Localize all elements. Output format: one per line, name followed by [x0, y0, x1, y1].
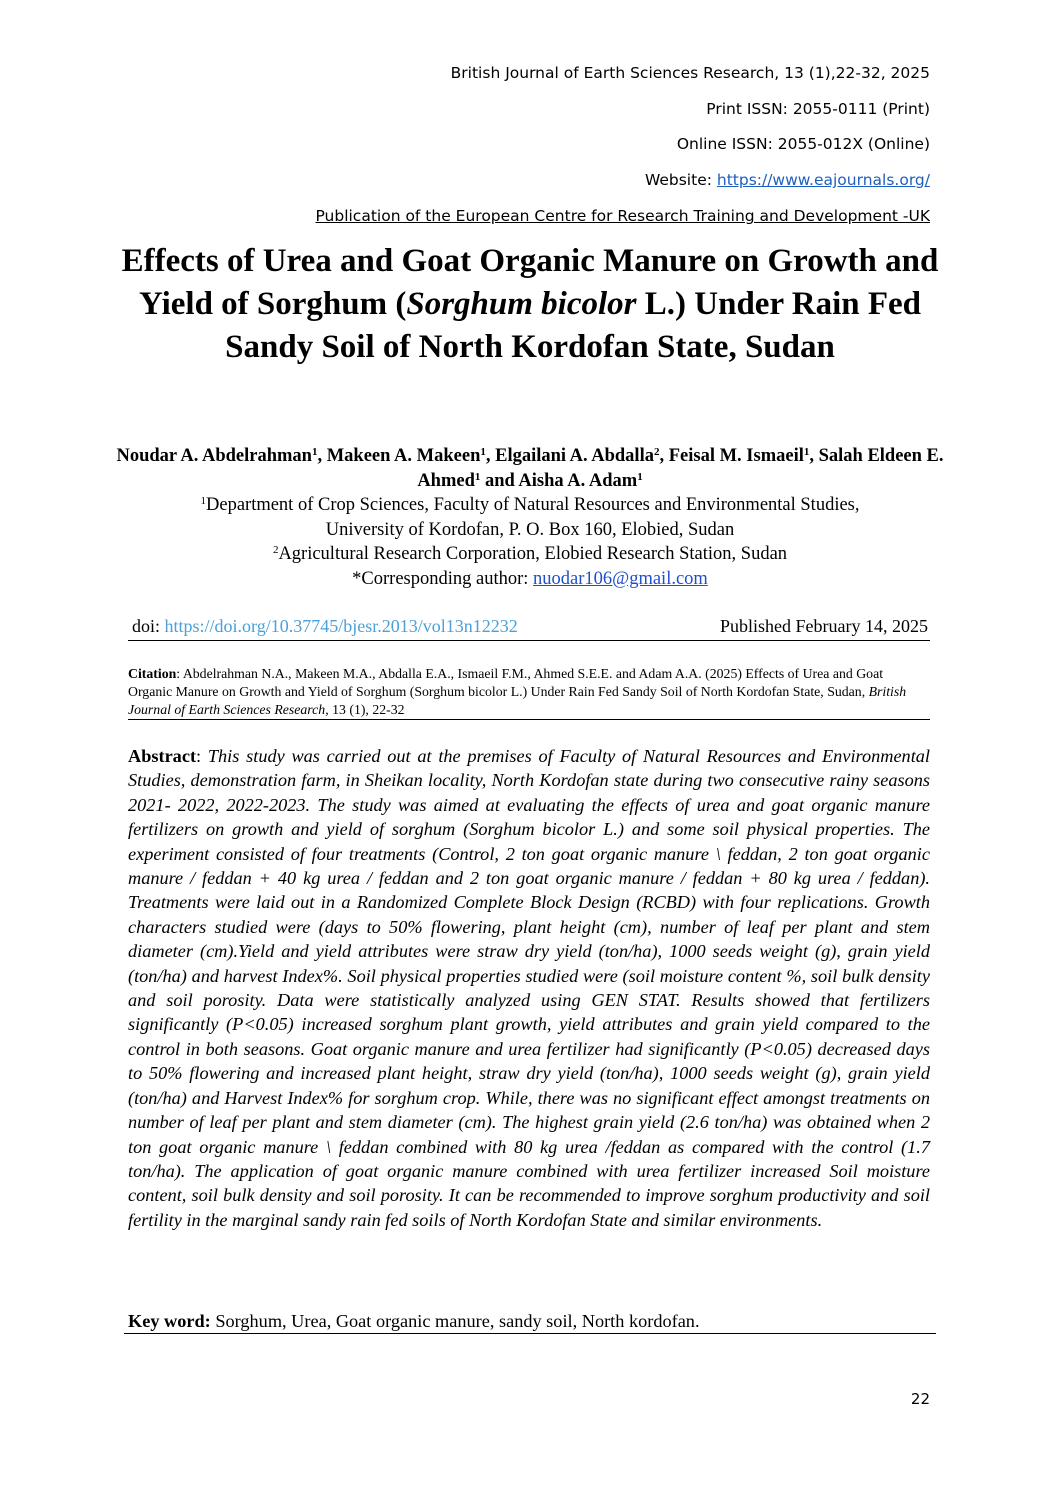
author-affil-sup: 1: [311, 446, 318, 458]
affiliation-2: $^2$Agricultural Research Corporation, Elobied Research Station, Sudan: [272, 544, 788, 564]
paper-title: [100, 240, 960, 369]
p-value: P<0.05: [232, 1014, 288, 1035]
title-part2: L.) Under Rain Fed Sandy Soil of North Kordofan State, Sudan: [225, 286, 922, 365]
author-list: [100, 444, 960, 494]
author-affil-sup: 1: [474, 471, 481, 483]
citation-journal: British Journal of Earth Sciences Research: [128, 684, 907, 717]
author-name: and Aisha A. Adam: [480, 471, 638, 491]
corresponding-email-link[interactable]: nuodar106@gmail.com: [533, 568, 708, 589]
page-number: 22: [910, 1390, 930, 1408]
journal-citation-line: British Journal of Earth Sciences Research, 13 (1),22-32, 2025: [450, 64, 930, 82]
abstract-label: Abstract: [128, 746, 197, 766]
citation-label: Citation: [128, 666, 177, 681]
citation-text: : Abdelrahman N.A., Makeen M.A., Abdalla E.A., Ismaeil F.M., Ahmed S.E.E. and Adam A.A. (2025) Effects of Urea and Goat Organic Manure on Growth and Yield of Sorghum (Sorghum bicolor L.) Under Rain Fed Sandy Soil of North Kordofan State, Sudan,: [128, 666, 884, 699]
doi-link[interactable]: https://doi.org/10.37745/bjesr.2013/vol13n12232: [164, 616, 518, 636]
doi-row: [128, 616, 930, 641]
doi-label: doi:: [132, 616, 165, 636]
title-part1: Effects of Urea and Goat Organic Manure on Growth and Yield of Sorghum (: [121, 243, 939, 322]
citation-block: [128, 665, 930, 720]
keywords-text: Sorghum, Urea, Goat organic manure, sandy soil, North kordofan.: [210, 1311, 700, 1331]
author-name: , Makeen A. Makeen: [317, 446, 481, 466]
citation-volume: , 13 (1), 22-32: [325, 702, 405, 717]
affiliation-1-line2: University of Kordofan, P. O. Box 160, Elobied, Sudan: [325, 519, 735, 540]
corresponding-author: [100, 567, 960, 592]
corresponding-label: *Corresponding author:: [352, 568, 534, 589]
website-label: Website:: [644, 171, 717, 189]
abstract: [128, 744, 930, 1232]
author-name: Noudar A. Abdelrahman: [116, 446, 312, 466]
author-affil-sup: 1: [803, 446, 810, 458]
print-issn: Print ISSN: 2055-0111 (Print): [706, 100, 930, 118]
p-value: P<0.05: [750, 1038, 806, 1059]
author-name: , Salah Eldeen E. Ahmed: [417, 446, 944, 491]
keywords: [124, 1309, 936, 1334]
keywords-label: Key word:: [128, 1311, 211, 1331]
abstract-body: This study was carried out at the premises of Faculty of Natural Resources and Environmental Studies, demonstration farm, in Sheikan locality, North Kordofan state during two consecutive rainy seasons 2021- 2022, 2022-2023. The study was aimed at evaluating the effects of urea and goat organic manure fertilizers on growth and yield of sorghum (Sorghum bicolor L.) and some soil physical properties. The experiment consisted of four treatments (Control, 2 ton goat organic manure \ feddan, 2 ton goat organic manure / feddan + 40 kg urea / feddan and 2 ton goat organic manure / feddan + 80 kg urea / feddan). Treatments were laid out in a Randomized Complete Block Design (RCBD) with four replications. Growth characters studied were (days to 50% flowering, plant height (cm), number of leaf per plant and stem diameter (cm).Yield and yield attributes were straw dry yield (ton/ha), 1000 seeds weight (g), grain yield (ton/ha) and harvest Index%. Soil physical properties studied were (soil moisture content %, soil bulk density and soil porosity. Data were statistically analyzed using GEN STAT. Results showed that fertilizers significantly (P<0.05) increased sorghum plant growth, yield attributes and grain yield compared to the control in both seasons. Goat organic manure and urea fertilizer had significantly (P<0.05) decreased days to 50% flowering and increased plant height, straw dry yield (ton/ha), 1000 seeds weight (g), grain yield (ton/ha) and Harvest Index% for sorghum crop. While, there was no significant effect amongst treatments on number of leaf per plant and stem diameter (cm). The highest grain yield (2.6 ton/ha) was obtained when 2 ton goat organic manure \ feddan combined with 80 kg urea /feddan as compared with the control (1.7 ton/ha). The application of goat organic manure combined with urea fertilizer increased Soil moisture content, soil bulk density and soil porosity. It can be recommended to improve sorghum productivity and soil fertility in the marginal sandy rain fed soils of North Kordofan State and similar environments.: [128, 746, 930, 1230]
published-date: Published February 14, 2025: [720, 616, 928, 636]
website-link[interactable]: https://www.eajournals.org/: [716, 171, 930, 189]
author-affil-sup: 1: [480, 446, 486, 458]
abstract-separator: :: [196, 746, 208, 766]
affil-sup: 1: [200, 495, 206, 507]
affil-sup: 2: [272, 544, 279, 556]
website-line: [645, 171, 930, 189]
author-affil-sup: 2: [653, 446, 660, 458]
affiliation-1-line1: $^1$Department of Crop Sciences, Faculty of Natural Resources and Environmental Studies,: [200, 495, 860, 515]
author-name: , Feisal M. Ismaeil: [659, 446, 804, 466]
affiliations: [100, 493, 960, 591]
online-issn: Online ISSN: 2055-012X (Online): [676, 135, 930, 153]
publisher-line: Publication of the European Centre for Research Training and Development -UK: [315, 207, 930, 225]
title-species: Sorghum bicolor: [406, 286, 637, 322]
author-affil-sup: 1: [637, 471, 643, 483]
author-name: , Elgailani A. Abdalla: [485, 446, 654, 466]
doi: [132, 616, 518, 637]
